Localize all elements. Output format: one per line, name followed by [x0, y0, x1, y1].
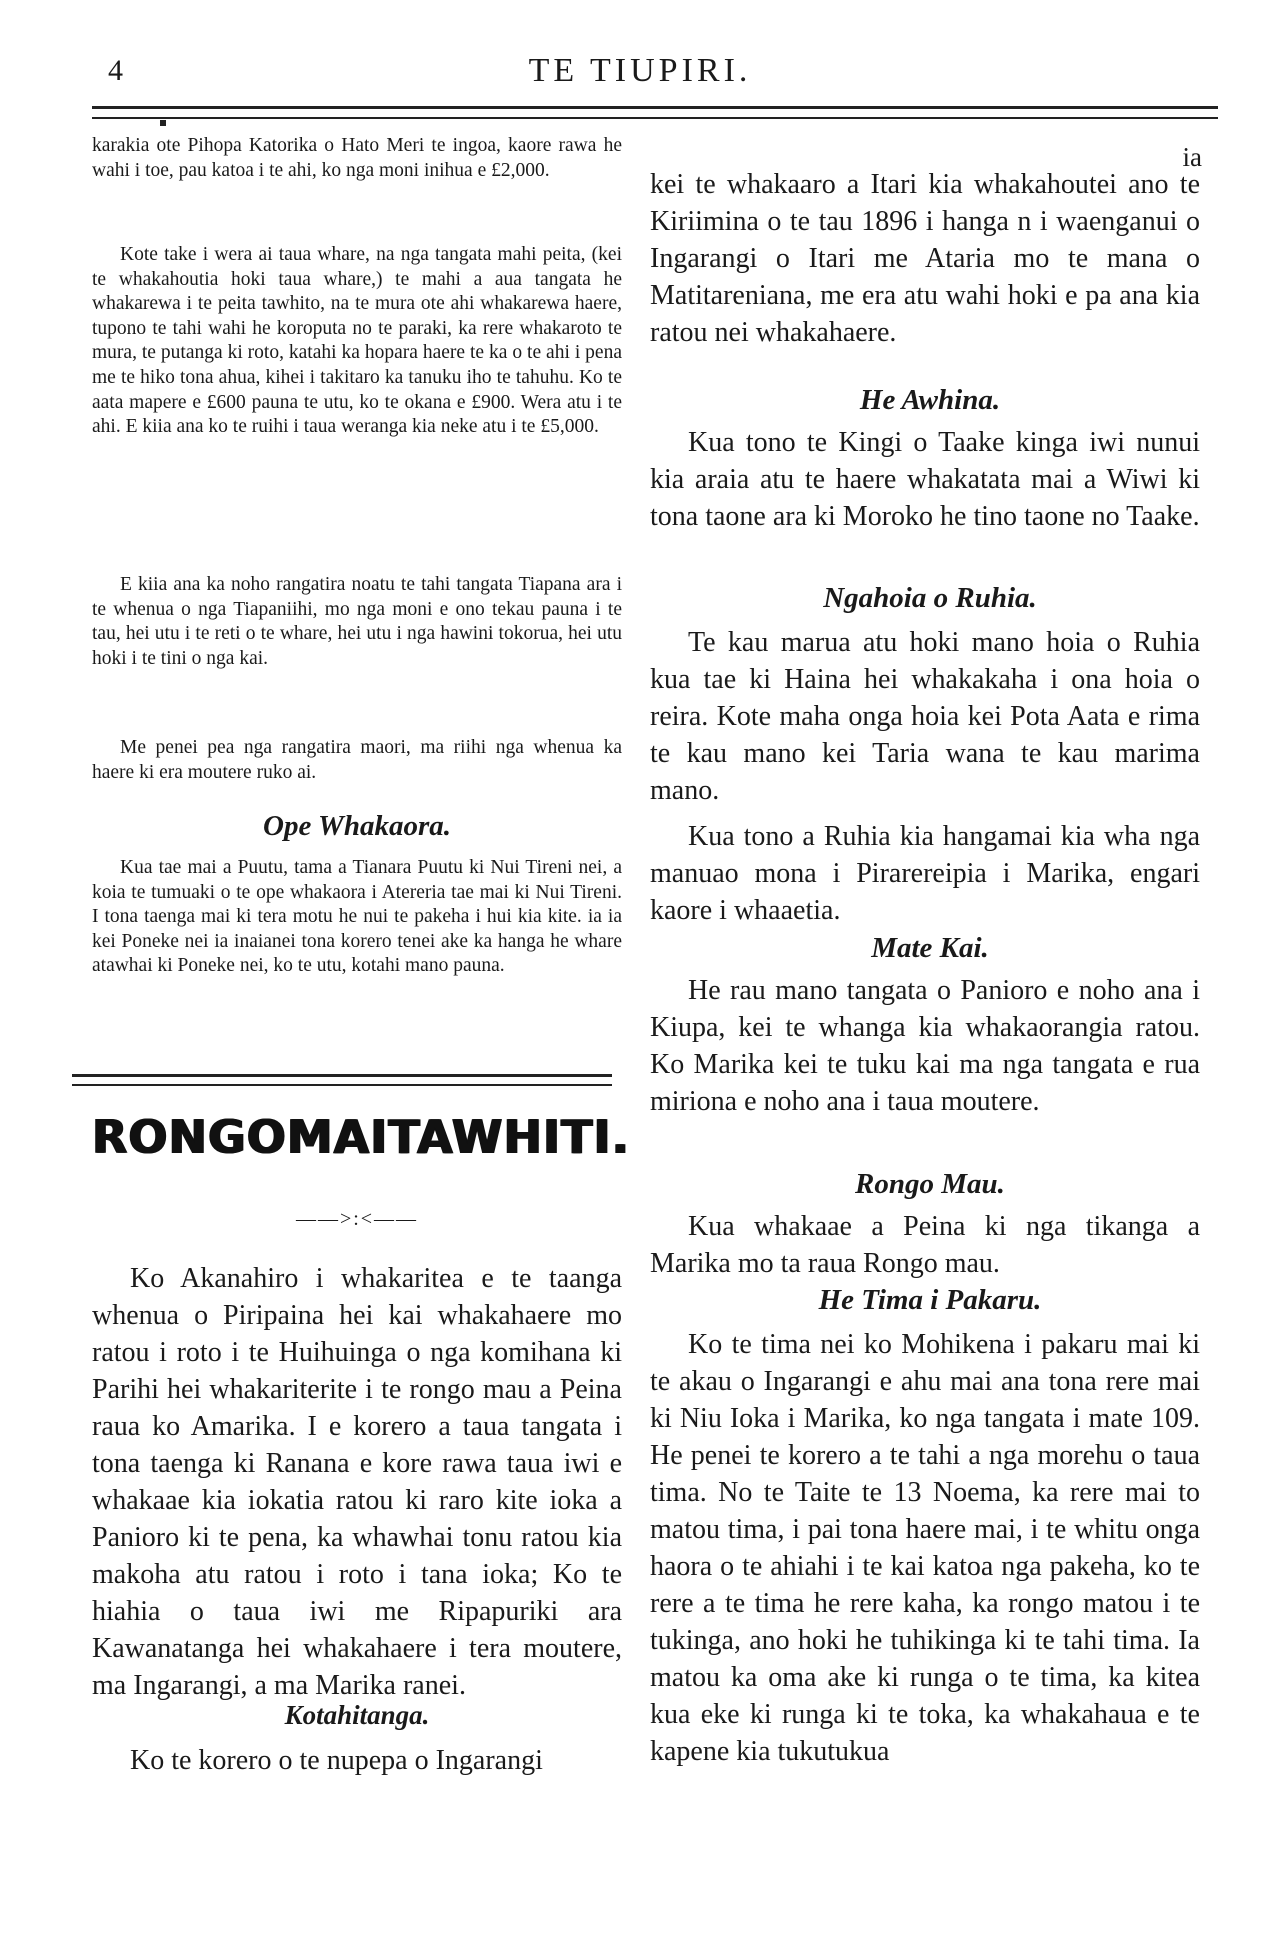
- article-paragraph: Te kau marua atu hoki mano hoia o Ruhia kua tae ki Haina hei whakakaha i ona hoia o reira. Kote maha onga hoia kei Pota Aata e rima te kau mano kei Taria wana te kau marima mano.: [650, 627, 1200, 806]
- masthead-title: TE TIUPIRI.: [528, 52, 752, 89]
- ornament-divider: ——>:<——: [295, 1208, 419, 1230]
- article-paragraph: Kua tono a Ruhia kia hangamai kia wha nga manuao mona i Pirarereipia i Marika, engari kaore i whaaetia.: [650, 821, 1200, 926]
- page-number: 4: [108, 54, 123, 87]
- article-paragraph: Kote take i wera ai taua whare, na nga tangata mahi peita, (kei te whakahoutia hoki taua whare,) te mahi a aua tangata he whakarewa i te peita tawhito, na te mura ote ahi whakarewa haere, tupono te tahi wahi he koroputa no te paraki, ka rere whakaroto te mura, te putanga ki roto, katahi ka hopara haere te ka o te ahi i pena me te hiko tona ahua, kihei i takitaro ka tanuku iho te tahuhu. Ko te aata mapere e £600 pauna te utu, ko te okana e £900. Wera atu i te ahi. E kiia ana ko te ruihi i taua weranga kia neke atu i te £5,000.: [92, 244, 622, 438]
- article-paragraph: Kua tae mai a Puutu, tama a Tianara Puutu ki Nui Tireni nei, a koia te tumuaki o te ope whakaora i Atereria tae mai ki Nui Tireni. I tona taenga mai ki tera motu he nui te pakeha i hui kia kite. ia ia kei Poneke nei ia inaianei tona korero tenei ake ka hanga he whare atawhai ki Poneke nei, ko te utu, kotahi mano pauna.: [92, 857, 622, 977]
- article-paragraph: He rau mano tangata o Panioro e noho ana i Kiupa, kei te whanga kia whakaorangia ratou. Ko Marika kei te tuku kai ma nga tangata e rua miriona e noho ana i taua moutere.: [650, 975, 1200, 1117]
- article-paragraph: Kua whakaae a Peina ki nga tikanga a Marika mo ta raua Rongo mau.: [650, 1211, 1200, 1279]
- section-heading-he-awhina: He Awhina.: [859, 384, 1001, 416]
- article-paragraph: Ko te tima nei ko Mohikena i pakaru mai ki te akau o Ingarangi e ahu mai ana tona rere mai ki Niu Ioka i Marika, ko nga tangata i mate 109. He penei te korero a te tahi a nga morehu o taua tima. No te Taite te 13 Noema, ka rere mai to matou tima, i pai tona haere mai, i te whitu onga haora o te ahiahi i te kai katoa nga pakeha, ko te rere a te tima he rere kaha, ka rongo matou i te tukinga, ano hoki he tuhikinga ki te tahi tima. Ia matou ka oma ake ki runga o te tima, ka kitea kua eke ki runga ki te toka, ka whakahaua e te kapene kia tukutukua: [650, 1329, 1200, 1767]
- article-paragraph: karakia ote Pihopa Katorika o Hato Meri te ingoa, kaore rawa he wahi i toe, pau katoa i te ahi, ko nga moni inihua e £2,000.: [92, 135, 622, 181]
- article-paragraph: E kiia ana ka noho rangatira noatu te tahi tangata Tiapana ara i te whenua o nga Tiapaniihi, mo nga moni e ono tekau pauna i te tau, hei utu i te reti o te whare, hei utu i nga hawini tokorua, hei utu hoki i te tini o nga kai.: [92, 574, 622, 669]
- section-heading-ngahoia-o-ruhia: Ngahoia o Ruhia.: [823, 582, 1037, 614]
- header-rule: [92, 106, 1218, 119]
- section-heading-ope-whakaora: Ope Whakaora.: [263, 810, 451, 842]
- section-heading-mate-kai: Mate Kai.: [871, 932, 989, 964]
- article-paragraph: Ko Akanahiro i whakaritea e te taanga whenua o Piripaina hei kai whakahaere mo ratou i roto i te Huihuinga o nga komihana ki Parihi hei whakariterite i te rongo mau a Peina raua ko Amarika. I e korero a taua tangata i tona taenga ki Ranana e kore rawa taua iwi e whakaae kia iokatia ratou ki raro kite ioka a Panioro ki te pena, ka whawhai tonu ratou kia makoha atu ratou i roto i tana ioka; Ko te hiahia o taua iwi me Ripapuriki ara Kawanatanga hei whakahaere i tera moutere, ma Ingarangi, a ma Marika ranei.: [92, 1263, 622, 1701]
- section-heading-he-tima-i-pakaru: He Tima i Pakaru.: [818, 1284, 1042, 1316]
- article-paragraph: kei te whakaaro a Itari kia whakahoutei ano te Kiriimina o te tau 1896 i hanga n i waenganui o Ingarangi o Itari me Ataria mo te mana o Matitareniana, me era atu wahi hoki e pa ana kia ratou nei whakahaere.: [650, 169, 1200, 348]
- section-banner-rongomaitawhiti: RONGOMAITAWHITI.: [92, 1110, 631, 1164]
- section-heading-kotahitanga: Kotahitanga.: [284, 1700, 430, 1730]
- article-paragraph: Me penei pea nga rangatira maori, ma riihi nga whenua ka haere ki era moutere ruko ai.: [92, 737, 622, 783]
- stray-mark: [160, 120, 166, 126]
- section-rule: [72, 1074, 612, 1086]
- article-paragraph: Ko te korero o te nupepa o Ingarangi: [130, 1745, 543, 1776]
- column-marker: ia: [1182, 142, 1202, 172]
- article-paragraph: Kua tono te Kingi o Taake kinga iwi nunui kia araia atu te haere whakatata mai a Wiwi ki tona taone ara ki Moroko he tino taone no Taake.: [650, 427, 1200, 532]
- section-heading-rongo-mau: Rongo Mau.: [855, 1168, 1005, 1200]
